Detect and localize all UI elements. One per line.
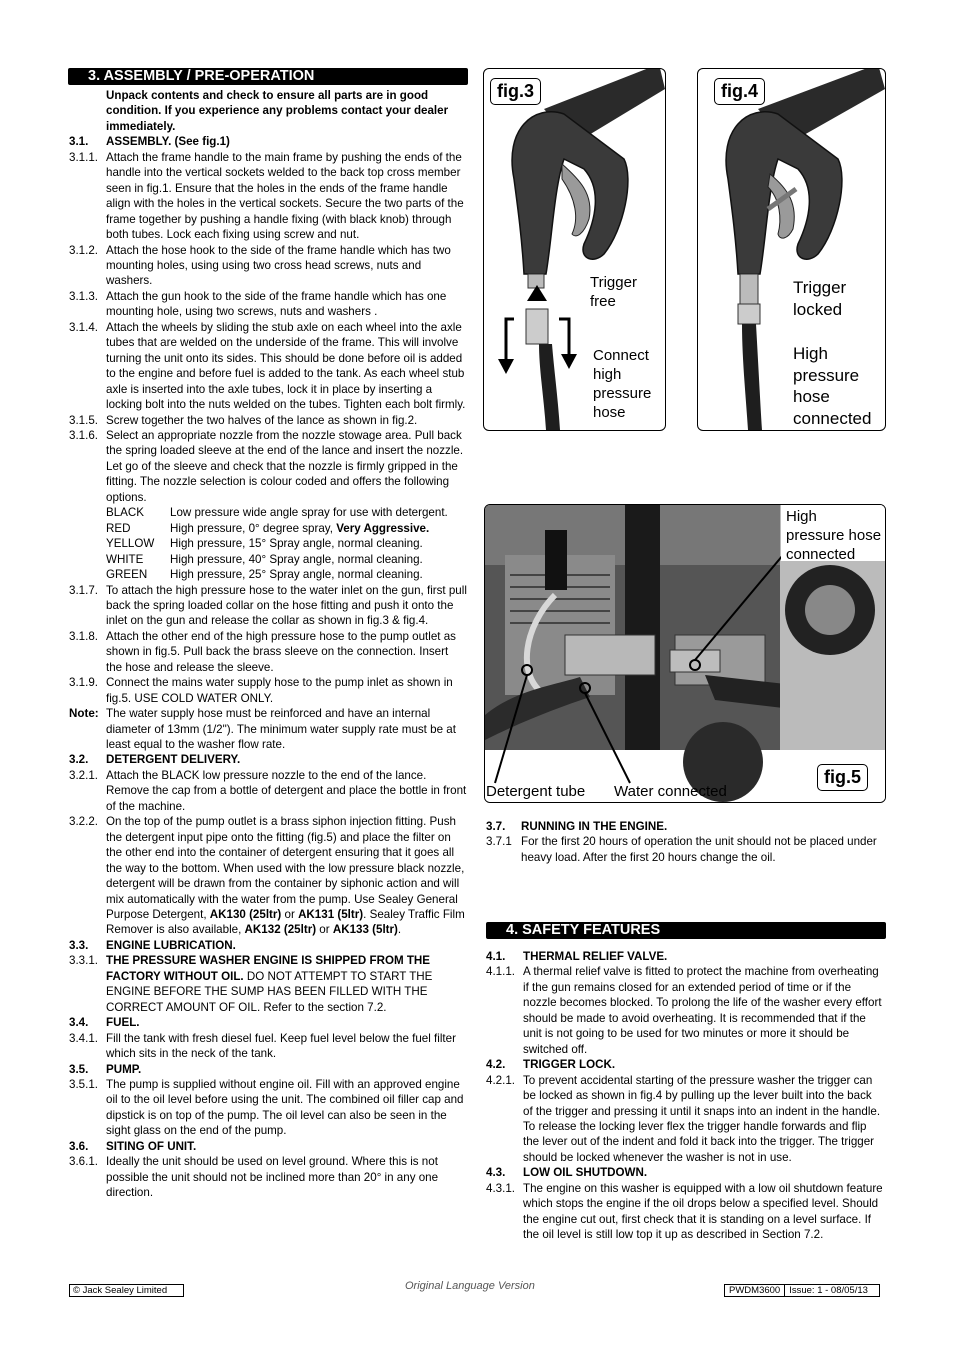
figure-3 — [483, 68, 666, 431]
nozzle-option — [106, 536, 467, 551]
para-text: . — [397, 923, 402, 937]
para-text: DO NOT ATTEMPT TO START THE ENGINE BEFORE THE SUMP HAS BEEN FILLED WITH THE CORRECT AMOUNT OF OIL. Refer to the section 7.2. — [106, 969, 433, 1014]
warning-text: THE PRESSURE WASHER ENGINE IS SHIPPED FROM THE FACTORY WITHOUT OIL. — [106, 954, 431, 983]
nozzle-option — [106, 552, 467, 567]
product-code: AK130 (25ltr) — [209, 908, 282, 922]
para-number: 3.1.8. — [69, 629, 99, 643]
para-3-1-5: Screw together the two halves of the lance as shown in fig.2. — [106, 413, 418, 427]
caption-line: hose — [593, 404, 626, 421]
nozzle-desc: High pressure, 25° Spray angle, normal cleaning. — [170, 568, 423, 582]
figure-5-water-caption: Water connected — [614, 783, 727, 800]
caption-line: locked — [793, 299, 843, 319]
nozzle-colour: WHITE — [106, 552, 144, 566]
para-text: On the top of the pump outlet is a brass siphon injection fitting. Push the detergent input pipe onto the fitting (fig.5) and place the filter on the other end into the container of detergent ensuring that it goes all the way to the bottom. When used with the low pressure black nozzle, detergent will be drawn from the container by siphonic action and will mix automatically with the water from the pump. Use Sealey General Purpose Detergent, — [106, 815, 465, 922]
nozzle-colour: BLACK — [106, 506, 145, 520]
figure-5-label: fig.5 — [817, 764, 868, 791]
product-code: AK131 (5ltr) — [298, 908, 364, 922]
heading-number: 3.2. — [69, 753, 89, 767]
heading-thermal-relief: THERMAL RELIEF VALVE. — [523, 950, 668, 963]
caption-line: Trigger — [793, 278, 847, 297]
note-text: The water supply hose must be reinforced and have an internal diameter of 13mm (1/2"). The minimum water supply rate must be at least equal to the washer flow rate. — [106, 707, 456, 752]
para-text: or — [316, 923, 333, 937]
para-3-1-3: Attach the gun hook to the side of the frame handle which has one mounting hole, using two screws, nuts and washers . — [106, 289, 447, 319]
heading-number: 3.7. — [486, 820, 506, 833]
para-number: 3.2.2. — [69, 815, 99, 829]
nozzle-options-list — [106, 505, 467, 582]
product-code: AK133 (5ltr) — [332, 923, 398, 937]
para-3-5-1: The pump is supplied without engine oil. Fill with an approved engine oil to the oil level before using the unit. The combined oil filler cap and dipstick is on top of the pump. The oil level can also be seen in the sight glass on the end of the pump. — [106, 1078, 464, 1138]
heading-pump: PUMP. — [106, 1062, 142, 1076]
para-number: 3.1.7. — [69, 583, 99, 597]
section-3-header — [68, 68, 468, 85]
para-3-6-1: Ideally the unit should be used on level ground. Where this is not possible the unit should not be inclined more than 20° in any one direction. — [106, 1155, 439, 1200]
heading-trigger-lock: TRIGGER LOCK. — [523, 1058, 616, 1072]
nozzle-colour: RED — [106, 521, 131, 535]
figure-4-label: fig.4 — [714, 78, 765, 105]
para-3-1-1: Attach the frame handle to the main frame by pushing the ends of the handle into the vertical sockets welded to the back top cross member seen in fig.1. Ensure that the holes in the ends of the frame handle align with the holes in the vertical sockets. Secure the two parts of the frame together by pushing a handle fixing (with black knob) through both tubes. Lock each fixing using screw and nut. — [106, 150, 464, 242]
para-number: 4.3.1. — [486, 1181, 516, 1195]
caption-line: free — [590, 293, 616, 310]
figure-5 — [484, 504, 886, 803]
product-code: AK132 (25ltr) — [244, 923, 317, 937]
para-number: 3.6.1. — [69, 1155, 99, 1169]
heading-running-in: RUNNING IN THE ENGINE. — [521, 820, 668, 833]
nozzle-desc: High pressure, 15° Spray angle, normal cleaning. — [170, 537, 423, 551]
para-number: 3.1.1. — [69, 150, 99, 164]
running-in-block — [486, 819, 884, 865]
figure-5-hose-caption — [786, 507, 881, 564]
figure-5-detergent-caption: Detergent tube — [486, 783, 586, 800]
nozzle-option — [106, 505, 467, 520]
nozzle-colour: YELLOW — [106, 537, 155, 551]
caption-line: pressure hose — [786, 527, 882, 544]
footer-copyright: © Jack Sealey Limited — [69, 1284, 184, 1297]
heading-low-oil: LOW OIL SHUTDOWN. — [523, 1166, 648, 1180]
heading-number: 3.4. — [69, 1016, 89, 1030]
nozzle-desc: High pressure, 40° Spray angle, normal cleaning. — [170, 552, 423, 566]
figure-3-connect-caption — [593, 346, 651, 422]
para-3-1-7: To attach the high pressure hose to the water inlet on the gun, first pull back the spring loaded collar on the hose fitting and push it onto the inlet on the gun and release the collar as shown in fig.3 & fig.4. — [106, 583, 467, 628]
heading-number: 4.1. — [486, 950, 506, 963]
section-3-title: 3. ASSEMBLY / PRE-OPERATION — [88, 68, 315, 84]
para-number: 3.1.3. — [69, 289, 99, 303]
para-number: 3.7.1 — [486, 835, 512, 849]
nozzle-desc: Low pressure wide angle spray for use with detergent. — [170, 506, 448, 520]
para-4-3-1: The engine on this washer is equipped with a low oil shutdown feature which stops the engine if the oil drops below a specified level. Should the engine cut out, first check that it is standing on a level surface. If the oil level is still low top it up as described in Section 7.2. — [523, 1181, 883, 1242]
heading-number: 3.5. — [69, 1062, 89, 1076]
nozzle-warning: Very Aggressive. — [336, 521, 430, 535]
caption-line: high — [593, 366, 622, 383]
para-number: 3.1.2. — [69, 243, 99, 257]
para-number: 3.3.1. — [69, 954, 99, 968]
footer-issue: Issue: 1 - 08/05/13 — [789, 1285, 868, 1296]
para-number: 3.4.1. — [69, 1031, 99, 1045]
footer-model: PWDM3600 — [725, 1285, 785, 1296]
heading-assembly: ASSEMBLY. (See fig.1) — [106, 135, 230, 149]
para-number: 4.1.1. — [486, 965, 516, 979]
footer-model-issue — [724, 1284, 880, 1297]
caption-line: High — [786, 508, 817, 525]
para-4-2-1: To prevent accidental starting of the pressure washer the trigger can be locked as shown in fig.4 by pulling up the lever built into the back of the trigger and pressing it until it snaps into an indent in the handle. To release the locking lever flex the trigger handle forwards and flip the lever out of the indent and fold it back into the trigger. The trigger should be locked whenever the washer is not in use. — [523, 1073, 881, 1164]
para-4-1-1: A thermal relief valve is fitted to protect the machine from overheating if the gun remains closed for an extended period of time or if the nozzle becomes blocked. To prolong the life of the washer every effort should be made to avoid overheating. It is recommended that if the unit is not going to be used for two minutes or more it should be switched off. — [523, 965, 882, 1056]
heading-number: 3.6. — [69, 1139, 89, 1153]
heading-number: 4.3. — [486, 1166, 506, 1180]
heading-detergent: DETERGENT DELIVERY. — [106, 753, 241, 767]
note-label: Note: — [69, 707, 99, 721]
nozzle-colour: GREEN — [106, 568, 148, 582]
figure-4-hose-caption — [793, 343, 871, 429]
figure-3-trigger-caption — [590, 273, 637, 311]
para-3-4-1: Fill the tank with fresh diesel fuel. Keep fuel level below the fuel filter which sits in the neck of the tank. — [106, 1031, 456, 1061]
para-text: . Sealey Traffic Film Remover is also available, — [106, 908, 465, 937]
safety-features-block — [486, 949, 884, 1243]
nozzle-option — [106, 521, 467, 536]
caption-line: Connect — [593, 347, 649, 364]
heading-number: 4.2. — [486, 1058, 506, 1072]
para-number: 3.1.4. — [69, 320, 99, 334]
caption-line: pressure — [593, 385, 652, 402]
caption-line: Trigger — [590, 274, 637, 291]
section-4-header — [486, 922, 886, 939]
para-number: 4.2.1. — [486, 1073, 516, 1087]
caption-line: connected — [786, 546, 856, 563]
para-3-2-1: Attach the BLACK low pressure nozzle to the end of the lance. Remove the cap from a bottle of detergent and place the bottle in front of the machine. — [106, 768, 467, 813]
para-3-7-1: For the first 20 hours of operation the unit should not be placed under heavy load. After the first 20 hours change the oil. — [521, 835, 877, 864]
intro-text: Unpack contents and check to ensure all parts are in good condition. If you experience any problems contact your dealer immediately. — [106, 89, 449, 133]
nozzle-desc: High pressure, 0° degree spray, — [170, 521, 337, 535]
para-3-1-8: Attach the other end of the high pressure hose to the pump outlet as shown in fig.5. Pull back the brass sleeve on the connection. Insert the hose and release the sleeve. — [106, 629, 456, 674]
nozzle-option — [106, 567, 467, 582]
para-3-2-2 — [106, 814, 467, 938]
heading-number: 3.1. — [69, 135, 89, 149]
para-3-1-2: Attach the hose hook to the side of the frame handle which has two mounting holes, using using two cross head screws, nuts and washers. — [106, 243, 451, 288]
para-number: 3.2.1. — [69, 768, 99, 782]
para-text: or — [281, 908, 299, 922]
para-3-1-4: Attach the wheels by sliding the stub axle on each wheel into the axle tubes that are welded on the underside of the frame. This will involve turning the unit onto its sides. This should be done before oil is added to the engine and before fuel is added to the tank. As each wheel stub axle is inserted into the axle tubes, lock it in place by inserting a locking bolt into the nuts welded on the tubes. Tighten each bolt firmly. — [106, 320, 466, 412]
heading-siting: SITING OF UNIT. — [106, 1139, 197, 1153]
para-3-3-1 — [106, 953, 467, 1015]
heading-fuel: FUEL. — [106, 1016, 140, 1030]
heading-number: 3.3. — [69, 938, 89, 952]
figure-4-trigger-caption — [793, 277, 846, 320]
heading-engine-lubrication: ENGINE LUBRICATION. — [106, 938, 236, 952]
para-3-1-6: Select an appropriate nozzle from the nozzle stowage area. Pull back the spring loaded sleeve at the end of the lance and insert the nozzle. Let go of the sleeve and check that the nozzle is firmly gripped in the fitting. The nozzle selection is colour coded and offers the following options. — [106, 428, 464, 504]
para-number: 3.1.9. — [69, 676, 99, 690]
para-number: 3.1.6. — [69, 428, 99, 442]
caption-line: pressure — [793, 365, 860, 385]
figure-4 — [697, 68, 886, 431]
footer-language-version: Original Language Version — [405, 1280, 535, 1292]
para-number: 3.5.1. — [69, 1078, 99, 1091]
para-number: 3.1.5. — [69, 413, 99, 427]
left-column — [69, 88, 467, 1201]
caption-line: hose — [793, 387, 830, 406]
caption-line: High — [793, 344, 828, 363]
figure-3-label: fig.3 — [490, 78, 541, 105]
para-3-1-9: Connect the mains water supply hose to the pump inlet as shown in fig.5. USE COLD WATER ONLY. — [106, 676, 453, 705]
caption-line: connected — [793, 408, 872, 428]
section-4-title: 4. SAFETY FEATURES — [506, 922, 661, 938]
